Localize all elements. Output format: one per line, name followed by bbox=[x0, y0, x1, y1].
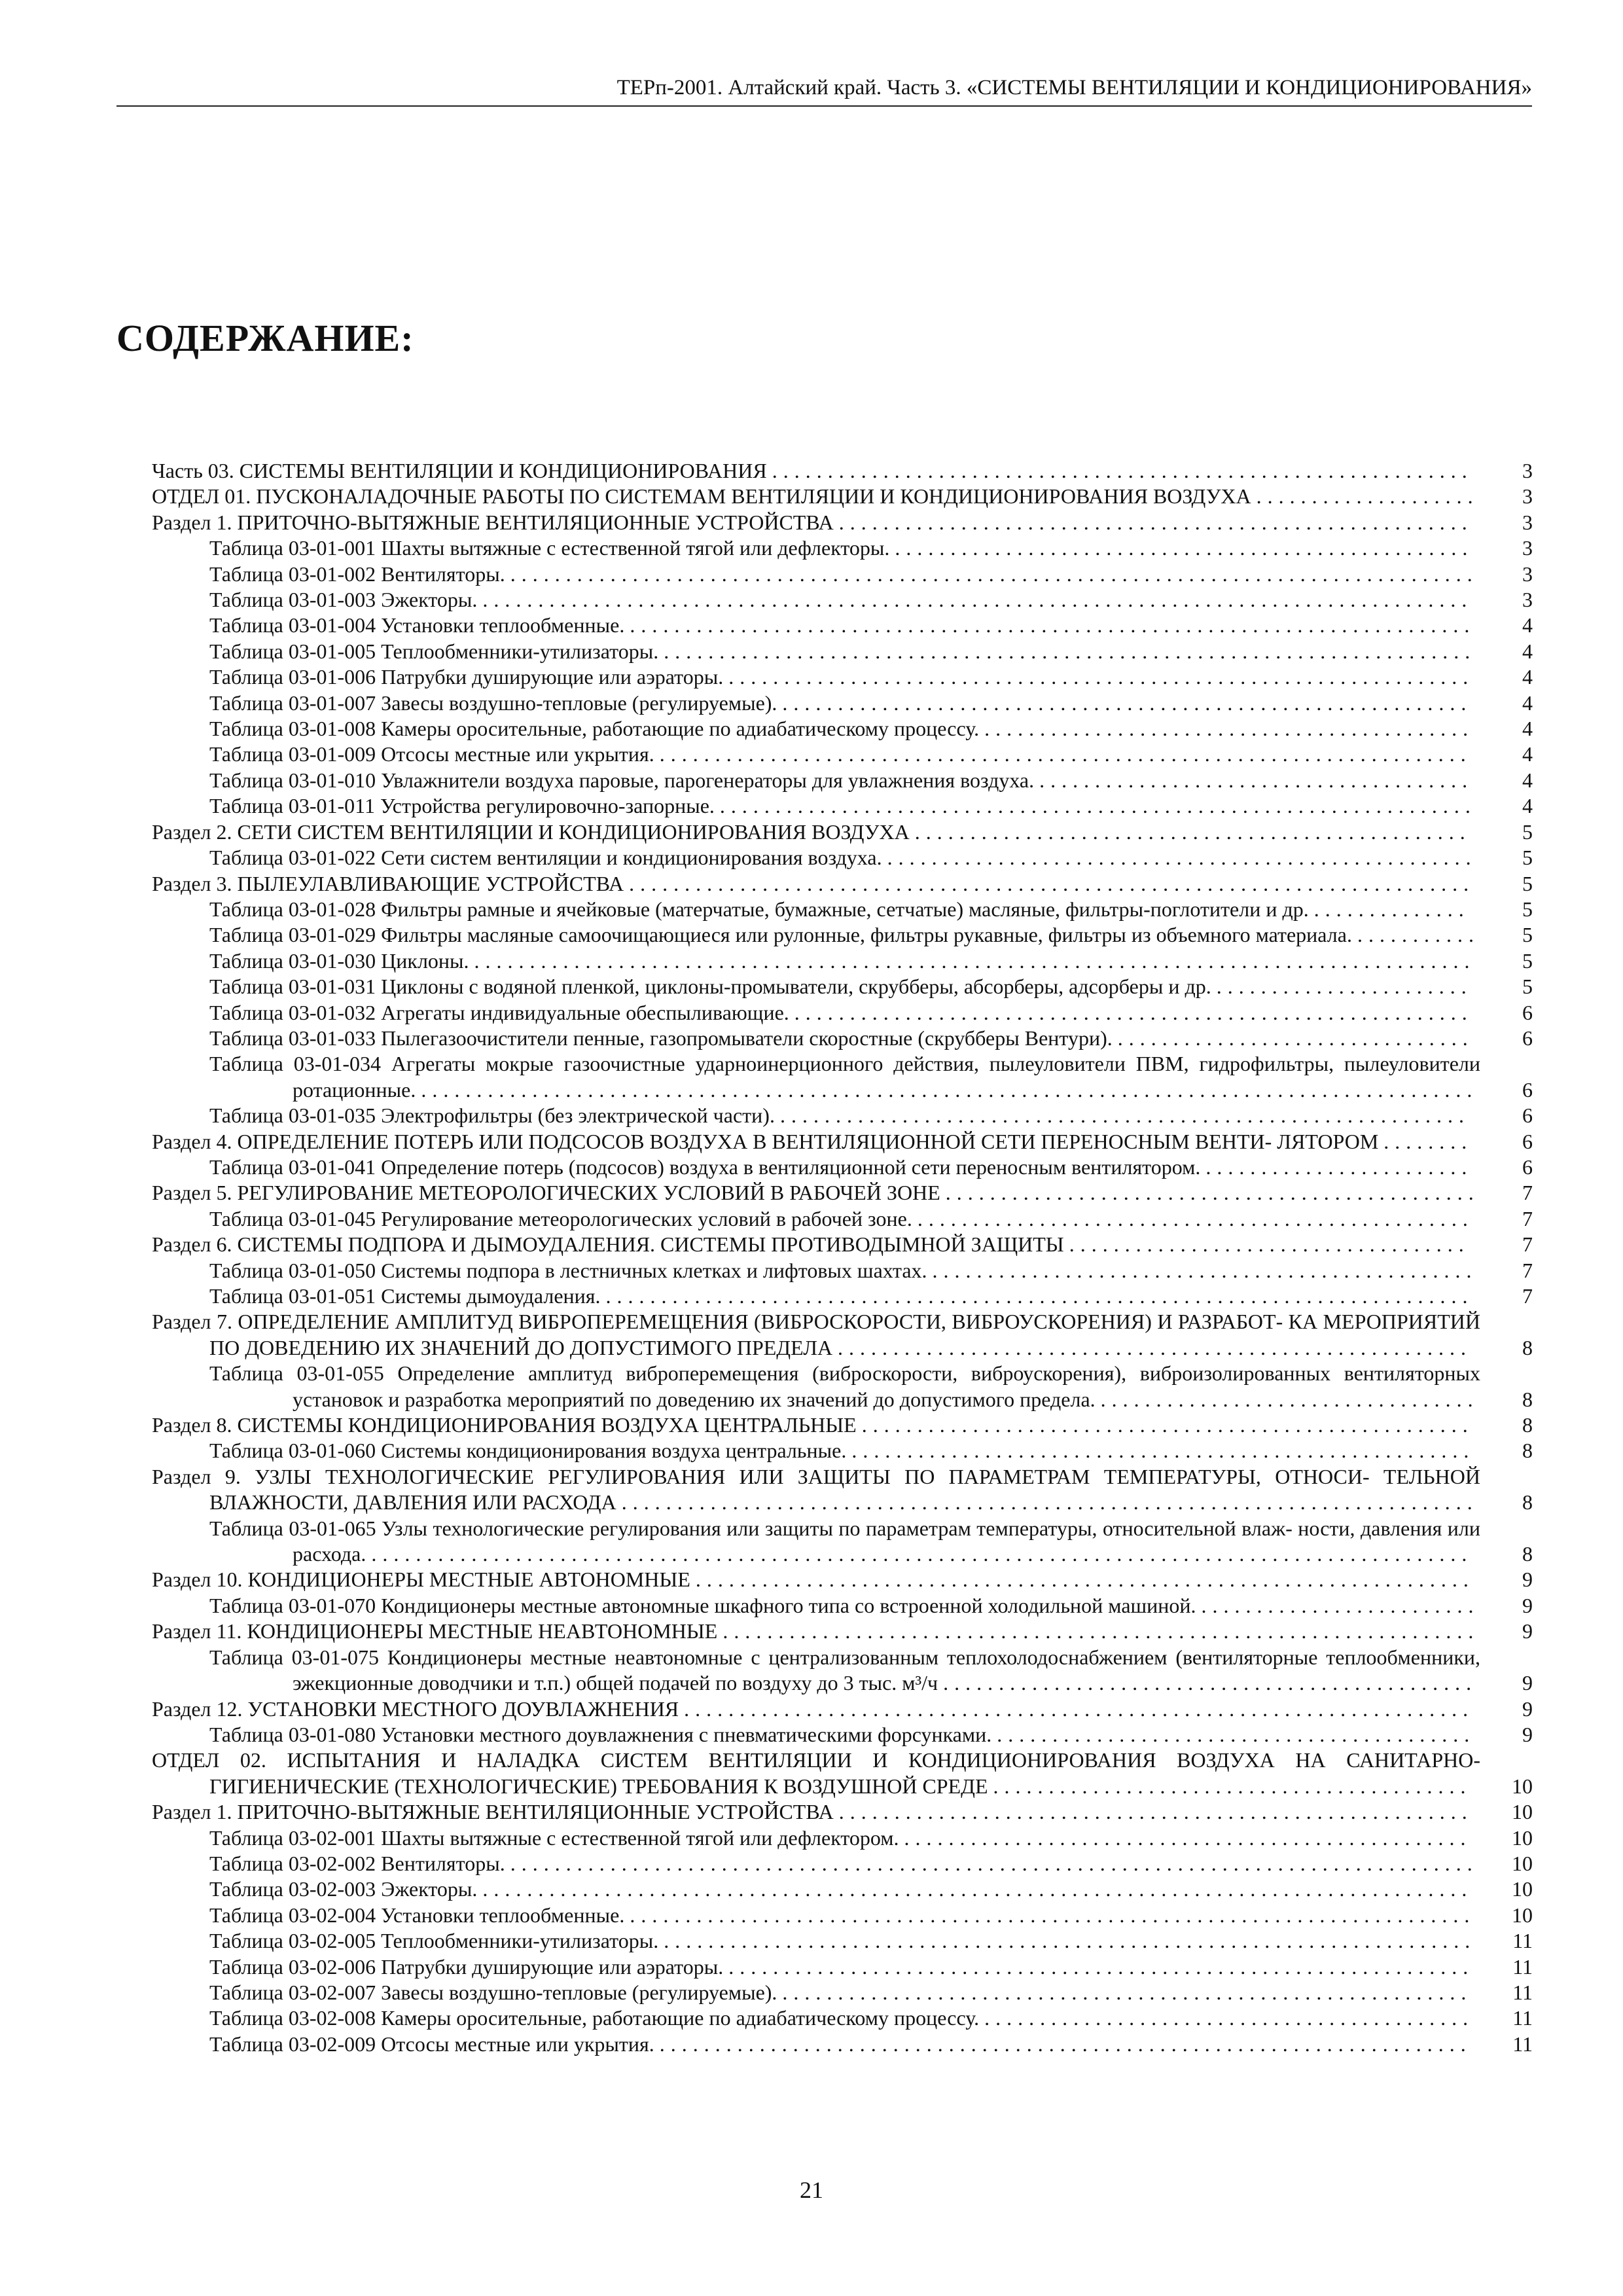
running-header: ТЕРп-2001. Алтайский край. Часть 3. «СИСТЕМЫ ВЕНТИЛЯЦИИ И КОНДИЦИОНИРОВАНИЯ» bbox=[616, 76, 1532, 99]
dot-leader: ....................................................................... bbox=[684, 1696, 1474, 1721]
dot-leader: ......................................................................................... bbox=[482, 1877, 1473, 1901]
toc-entry[interactable] bbox=[152, 1129, 1533, 1155]
toc-entry-text: Таблица 03-01-030 Циклоны. .......................................................................................... bbox=[209, 948, 1476, 973]
toc-entry[interactable] bbox=[152, 613, 1533, 638]
toc-entry-page: 11 bbox=[1512, 2006, 1533, 2030]
toc-entry[interactable] bbox=[152, 1103, 1533, 1128]
toc-entry-text: Таблица 03-02-008 Камеры оросительные, работающие по адиабатическому процессу. ............................................ bbox=[209, 2006, 1474, 2030]
dot-leader: (регулируемые). bbox=[632, 691, 783, 715]
toc-entry[interactable] bbox=[152, 1180, 1533, 1206]
toc-entry-page: 5 bbox=[1522, 819, 1533, 844]
toc-entry-text: Таблица 03-01-007 Завесы воздушно-тепловые (регулируемые). .............................................................. bbox=[209, 691, 1472, 715]
toc-entry-page: 11 bbox=[1512, 1954, 1533, 1979]
toc-entry-page: 4 bbox=[1522, 717, 1533, 741]
toc-entry-page: 10 bbox=[1512, 1877, 1533, 1901]
page-title: СОДЕРЖАНИЕ: bbox=[116, 317, 414, 359]
toc-entry-page: 8 bbox=[1522, 1335, 1533, 1359]
toc-entry-text: Раздел 4. ОПРЕДЕЛЕНИЕ ПОТЕРЬ ИЛИ ПОДСОСОВ ВОЗДУХА В ВЕНТИЛЯЦИОННОЙ СЕТИ ПЕРЕНОСНЫМ ВЕНТИ- ЛЯТОРОМ ........ bbox=[152, 1129, 1473, 1153]
toc-entry-text: Таблица 03-01-032 Агрегаты индивидуальные обеспыливающие. ............................................................. bbox=[209, 1000, 1473, 1024]
dot-leader: форсунками. bbox=[877, 1722, 997, 1746]
dot-leader: расхода. bbox=[293, 1542, 372, 1566]
dot-leader: ........................................... bbox=[997, 1722, 1476, 1746]
toc-entry[interactable] bbox=[152, 1722, 1533, 1748]
dot-leader: ............................................................. bbox=[794, 1000, 1473, 1024]
dot-leader: .......................................................................................... bbox=[474, 948, 1476, 973]
dot-leader: НЕАВТОНОМНЫЕ bbox=[538, 1619, 723, 1643]
dot-leader: предела. bbox=[1020, 1387, 1101, 1411]
toc-entry[interactable] bbox=[152, 819, 1533, 845]
dot-leader: ЗОНЕ bbox=[886, 1181, 946, 1205]
toc-entry-page: 3 bbox=[1522, 484, 1533, 509]
dot-leader: ....................................... bbox=[1039, 768, 1474, 792]
toc-entry-text: Таблица 03-01-008 Камеры оросительные, работающие по адиабатическому процессу. ............................................ bbox=[209, 717, 1474, 741]
dot-leader: центральные. bbox=[725, 1439, 852, 1463]
dot-leader: .................... bbox=[1256, 484, 1479, 509]
toc-entry-text: Таблица 03-01-010 Увлажнители воздуха паровые, парогенераторы для увлажнения воздуха. ....................................... bbox=[209, 768, 1474, 792]
dot-leader: Эжекторы. bbox=[381, 1877, 483, 1901]
toc-entry-text: Таблица 03-01-009 Отсосы местные или укрытия. ......................................................................... bbox=[209, 742, 1472, 766]
toc-entry[interactable] bbox=[152, 1412, 1533, 1438]
toc-entry-page: 4 bbox=[1522, 794, 1533, 818]
toc-entry-text: Раздел 1. ПРИТОЧНО-ВЫТЯЖНЫЕ ВЕНТИЛЯЦИОННЫЕ УСТРОЙСТВА ......................................................... bbox=[152, 510, 1473, 534]
toc-entry-page: 7 bbox=[1522, 1206, 1533, 1230]
dot-leader: дефлекторы. bbox=[777, 536, 895, 560]
toc-entry-text: Таблица 03-01-051 Системы дымоудаления. .............................................................................. bbox=[209, 1284, 1474, 1308]
toc-entry-page: 9 bbox=[1522, 1619, 1533, 1643]
dot-leader: ............................................................... bbox=[772, 459, 1473, 482]
dot-leader: ................................................ bbox=[945, 1181, 1480, 1205]
toc-entry-page: 6 bbox=[1522, 1026, 1533, 1050]
toc-entry[interactable] bbox=[152, 1206, 1533, 1232]
toc-entry[interactable] bbox=[152, 691, 1533, 716]
toc-entry[interactable] bbox=[152, 510, 1533, 535]
toc-entry-text: Таблица 03-01-028 Фильтры рамные и ячейковые (матерчатые, бумажные, сетчатые) масляные, фильтры-поглотители и др. .............. bbox=[209, 897, 1470, 921]
dot-leader: ......................................................... bbox=[838, 510, 1473, 534]
toc-entry[interactable] bbox=[152, 1361, 1533, 1412]
toc-entry-text: Таблица 03-01-004 Установки теплообменные. ............................................................................ bbox=[209, 613, 1476, 637]
dot-leader: Эжекторы. bbox=[381, 588, 483, 612]
toc-entry[interactable] bbox=[152, 1876, 1533, 1902]
dot-leader: ....................................................................................... bbox=[510, 1851, 1478, 1875]
toc-entry-text: Таблица 03-02-009 Отсосы местные или укрытия. ......................................................................... bbox=[209, 2032, 1472, 2056]
toc-entry-page: 6 bbox=[1522, 1129, 1533, 1153]
dot-leader: УСТРОЙСТВА bbox=[695, 1800, 839, 1824]
toc-entry-text: Раздел 8. СИСТЕМЫ КОНДИЦИОНИРОВАНИЯ ВОЗДУХА ЦЕНТРАЛЬНЫЕ ....................................................... bbox=[152, 1413, 1474, 1437]
toc-entry-text: Таблица 03-01-075 Кондиционеры местные неавтономные с централизованным теплохолодоснабжением (вентиляторные теплообменники, эжекционные доводчики и т.п.) общей подачей по воздуху до 3 тыс. м³/ч ................................................ bbox=[209, 1645, 1480, 1695]
dot-leader: ................................................. bbox=[932, 1258, 1478, 1282]
toc-entry-text: Раздел 9. УЗЛЫ ТЕХНОЛОГИЧЕСКИЕ РЕГУЛИРОВАНИЯ ИЛИ ЗАЩИТЫ ПО ПАРАМЕТРАМ ТЕМПЕРАТУРЫ, ОТНОСИ- ТЕЛЬНОЙ ВЛАЖНОСТИ, ДАВЛЕНИЯ ИЛИ РАСХОДА ............................................................................. bbox=[152, 1464, 1480, 1515]
toc-entry-page: 5 bbox=[1522, 948, 1533, 973]
toc-entry-page: 5 bbox=[1522, 846, 1533, 870]
toc-entry[interactable] bbox=[152, 484, 1533, 509]
toc-entry-text: Таблица 03-01-035 Электрофильтры (без электрической части). .............................................................. bbox=[209, 1103, 1470, 1128]
dot-leader: (регулируемые). bbox=[632, 1980, 783, 2004]
dot-leader: .............................................................................. bbox=[605, 1284, 1474, 1308]
toc-entry-page: 4 bbox=[1522, 639, 1533, 663]
dot-leader: .................................... bbox=[1069, 1232, 1470, 1257]
dot-leader: ....................... bbox=[1216, 975, 1472, 999]
toc-entry-page: 6 bbox=[1522, 1000, 1533, 1024]
toc-entry-page: 7 bbox=[1522, 1232, 1533, 1257]
dot-leader: дефлектором. bbox=[777, 1825, 904, 1850]
toc-entry[interactable] bbox=[152, 1593, 1533, 1619]
dot-leader: др. bbox=[1185, 975, 1217, 999]
toc-entry-text: Таблица 03-02-001 Шахты вытяжные с естественной тягой или дефлектором. ................................................... bbox=[209, 1825, 1472, 1850]
dot-leader: ........................................................ bbox=[851, 1439, 1475, 1463]
dot-leader: ..................................................... bbox=[887, 846, 1477, 870]
dot-leader: ЗАЩИТЫ bbox=[971, 1232, 1069, 1257]
toc-entry-text: Таблица 03-02-007 Завесы воздушно-тепловые (регулируемые). .............................................................. bbox=[209, 1980, 1472, 2004]
toc-entry[interactable] bbox=[152, 1851, 1533, 1876]
toc-entry-text: Таблица 03-01-045 Регулирование метеорологических условий в рабочей зоне. .................................................. bbox=[209, 1206, 1474, 1230]
toc-entry-text: Таблица 03-01-029 Фильтры масляные самоочищающиеся или рулонные, фильтры рукавные, фильтры из объемного материала. ........... bbox=[209, 923, 1480, 947]
toc-entry-text: Таблица 03-01-041 Определение потерь (подсосов) воздуха в вентиляционной сети переносным вентилятором. ........................ bbox=[209, 1155, 1473, 1179]
dot-leader: СРЕДЕ bbox=[922, 1774, 993, 1798]
toc-entry-text: Таблица 03-02-002 Вентиляторы. ....................................................................................... bbox=[209, 1851, 1478, 1875]
dot-leader: Циклоны. bbox=[381, 948, 474, 973]
toc-entry-text: Таблица 03-01-060 Системы кондиционирования воздуха центральные. ........................................................ bbox=[209, 1439, 1475, 1463]
dot-leader: ВОЗДУХА bbox=[1152, 484, 1257, 509]
dot-leader: вентилятором. bbox=[1071, 1155, 1206, 1179]
toc-entry-page: 6 bbox=[1522, 1155, 1533, 1179]
toc-entry-text: Таблица 03-01-003 Эжекторы. ......................................................................................... bbox=[209, 588, 1473, 612]
toc-entry-text: Часть 03. СИСТЕМЫ ВЕНТИЛЯЦИИ И КОНДИЦИОНИРОВАНИЯ ............................................................... bbox=[152, 459, 1473, 482]
toc-entry[interactable] bbox=[152, 768, 1533, 793]
toc-entry[interactable] bbox=[152, 639, 1533, 664]
toc-entry-page: 8 bbox=[1522, 1490, 1533, 1515]
toc-entry[interactable] bbox=[152, 1980, 1533, 2005]
toc-entry-page: 6 bbox=[1522, 1103, 1533, 1128]
toc-entry-page: 5 bbox=[1522, 923, 1533, 947]
toc-entry-text: Раздел 6. СИСТЕМЫ ПОДПОРА И ДЫМОУДАЛЕНИЯ. СИСТЕМЫ ПРОТИВОДЫМНОЙ ЗАЩИТЫ .................................... bbox=[152, 1232, 1470, 1257]
dot-leader: аэраторы. bbox=[636, 665, 729, 689]
dot-leader: ............................................................................ bbox=[630, 1903, 1476, 1927]
dot-leader: .................................................. bbox=[914, 819, 1471, 844]
dot-leader: ........................ bbox=[1205, 1155, 1473, 1179]
dot-leader: машиной. bbox=[1108, 1593, 1202, 1617]
toc-entry-page: 8 bbox=[1522, 1387, 1533, 1411]
dot-leader: Вентиляторы. bbox=[381, 562, 510, 586]
dot-leader: аэраторы. bbox=[636, 1954, 729, 1979]
dot-leader: .................................................................... bbox=[722, 1619, 1480, 1643]
dot-leader: м³/ч bbox=[902, 1671, 944, 1695]
toc-entry-page: 9 bbox=[1522, 1671, 1533, 1695]
toc-entry-text: Таблица 03-01-033 Пылегазоочистители пенные, газопромыватели скоростные (скрубберы Вентури). ................................ bbox=[209, 1026, 1474, 1050]
toc-entry-page: 9 bbox=[1522, 1696, 1533, 1721]
dot-leader: воздуха. bbox=[960, 768, 1040, 792]
toc-entry[interactable] bbox=[152, 871, 1533, 897]
toc-entry-page: 4 bbox=[1522, 768, 1533, 792]
toc-entry-text: Таблица 03-01-005 Теплообменники-утилизаторы. ......................................................................... bbox=[209, 639, 1476, 663]
dot-leader: .................................. bbox=[1100, 1387, 1479, 1411]
toc-entry-page: 8 bbox=[1522, 1439, 1533, 1463]
toc-entry-text: Таблица 03-01-065 Узлы технологические регулирования или защиты по параметрам температуры, относительной влаж- ности, давления или расхода. ................................................................................................... bbox=[209, 1516, 1480, 1566]
dot-leader: теплообменные. bbox=[479, 613, 630, 637]
dot-leader: ПРЕДЕЛА bbox=[736, 1335, 838, 1359]
dot-leader: Теплообменники-утилизаторы. bbox=[381, 639, 664, 663]
toc-entry-page: 7 bbox=[1522, 1181, 1533, 1205]
toc-entry-text: Раздел 10. КОНДИЦИОНЕРЫ МЕСТНЫЕ АВТОНОМНЫЕ ...................................................................... bbox=[152, 1568, 1474, 1592]
toc-entry-text: ОТДЕЛ 02. ИСПЫТАНИЯ И НАЛАДКА СИСТЕМ ВЕНТИЛЯЦИИ И КОНДИЦИОНИРОВАНИЯ ВОЗДУХА НА САНИТАРНО-ГИГИЕНИЧЕСКИЕ (ТЕХНОЛОГИЧЕСКИЕ) ТРЕБОВАНИЯ К ВОЗДУШНОЙ СРЕДЕ ........................................... bbox=[152, 1748, 1480, 1798]
dot-leader: укрытия. bbox=[573, 2032, 660, 2056]
toc-entry-text: Таблица 03-01-031 Циклоны с водяной пленкой, циклоны-промыватели, скрубберы, абсорберы, адсорберы и др. ....................... bbox=[209, 975, 1472, 999]
toc-entry-page: 9 bbox=[1522, 1593, 1533, 1617]
toc-entry-page: 10 bbox=[1512, 1903, 1533, 1927]
dot-leader: теплообменные. bbox=[479, 1903, 630, 1927]
toc-entry-page: 10 bbox=[1512, 1825, 1533, 1850]
toc-entry-page: 5 bbox=[1522, 975, 1533, 999]
toc-entry[interactable] bbox=[152, 716, 1533, 742]
dot-leader: ................................................... bbox=[904, 1825, 1472, 1850]
toc-entry-page: 5 bbox=[1522, 897, 1533, 921]
dot-leader: ......................................................................................... bbox=[482, 588, 1473, 612]
toc-entry[interactable] bbox=[152, 664, 1533, 690]
toc-entry[interactable] bbox=[152, 2005, 1533, 2031]
toc-entry-page: 5 bbox=[1522, 871, 1533, 895]
dot-leader: материала. bbox=[1255, 923, 1357, 947]
toc-entry[interactable] bbox=[152, 1799, 1533, 1825]
dot-leader: ............................................................................ bbox=[629, 871, 1475, 895]
toc-entry[interactable] bbox=[152, 587, 1533, 613]
toc-entry[interactable] bbox=[152, 1258, 1533, 1283]
dot-leader: ................................................ bbox=[943, 1671, 1478, 1695]
toc-entry[interactable] bbox=[152, 1825, 1533, 1851]
toc-entry[interactable] bbox=[152, 1516, 1533, 1568]
toc-entry[interactable] bbox=[152, 1928, 1533, 1954]
dot-leader: ....................................................... bbox=[861, 1413, 1474, 1437]
dot-leader: ......................................................................... bbox=[664, 1929, 1476, 1953]
toc-entry-text: Раздел 11. КОНДИЦИОНЕРЫ МЕСТНЫЕ НЕАВТОНОМНЫЕ .................................................................... bbox=[152, 1619, 1480, 1643]
dot-leader: ........ bbox=[1383, 1129, 1473, 1153]
dot-leader: ........................................... bbox=[993, 1774, 1472, 1798]
toc-entry-text: Раздел 5. РЕГУЛИРОВАНИЕ МЕТЕОРОЛОГИЧЕСКИХ УСЛОВИЙ В РАБОЧЕЙ ЗОНЕ ................................................ bbox=[152, 1181, 1480, 1205]
toc-entry-page: 11 bbox=[1512, 1980, 1533, 2004]
toc-entry-text: Таблица 03-02-006 Патрубки душирующие или аэраторы. ................................................................... bbox=[209, 1954, 1474, 1979]
toc-entry-text: Таблица 03-01-034 Агрегаты мокрые газоочистные ударноинерционного действия, пылеуловители ПВМ, гидрофильтры, пылеуловители ротационные. ............................................................................................... bbox=[209, 1052, 1480, 1102]
dot-leader: ............................................ bbox=[984, 2006, 1474, 2030]
toc-entry-text: Таблица 03-01-006 Патрубки душирующие или аэраторы. ................................................................... bbox=[209, 665, 1474, 689]
toc-entry-page: 4 bbox=[1522, 665, 1533, 689]
toc-entry-text: Раздел 3. ПЫЛЕУЛАВЛИВАЮЩИЕ УСТРОЙСТВА ............................................................................ bbox=[152, 871, 1475, 895]
toc-entry[interactable] bbox=[152, 974, 1533, 999]
toc-entry-page: 11 bbox=[1512, 2032, 1533, 2056]
header-rule bbox=[116, 105, 1532, 107]
dot-leader: др. bbox=[1282, 897, 1314, 921]
toc-entry[interactable] bbox=[152, 1696, 1533, 1722]
dot-leader: .............................................................. bbox=[782, 1980, 1472, 2004]
dot-leader: ............................................................................................... bbox=[421, 1077, 1478, 1102]
toc-entry-text: Таблица 03-01-011 Устройства регулировочно-запорные. .................................................................... bbox=[209, 794, 1476, 818]
dot-leader: ...................................................................... bbox=[695, 1568, 1474, 1592]
dot-leader: ........... bbox=[1357, 923, 1480, 947]
toc-entry-page: 4 bbox=[1522, 613, 1533, 637]
toc-entry-page: 8 bbox=[1522, 1413, 1533, 1437]
dot-leader: Вентиляторы. bbox=[381, 1851, 510, 1875]
toc-entry[interactable] bbox=[152, 793, 1533, 819]
toc-entry[interactable] bbox=[152, 1283, 1533, 1309]
toc-entry[interactable] bbox=[152, 1438, 1533, 1463]
dot-leader: УСТРОЙСТВА bbox=[485, 871, 630, 895]
toc-entry[interactable] bbox=[152, 742, 1533, 767]
dot-leader: .............................................................. bbox=[779, 1103, 1470, 1128]
toc-entry-page: 11 bbox=[1512, 1929, 1533, 1953]
dot-leader: Вентури). bbox=[1024, 1026, 1118, 1050]
toc-entry-page: 3 bbox=[1522, 562, 1533, 586]
dot-leader: ЦЕНТРАЛЬНЫЕ bbox=[704, 1413, 862, 1437]
dot-leader: ....................................................................................... bbox=[510, 562, 1478, 586]
toc-entry-page: 9 bbox=[1522, 1568, 1533, 1592]
dot-leader: дымоудаления. bbox=[466, 1284, 606, 1308]
toc-entry-page: 3 bbox=[1522, 459, 1533, 482]
toc-entry-text: Таблица 03-02-004 Установки теплообменные. ............................................................................ bbox=[209, 1903, 1476, 1927]
dot-leader: .................................................... bbox=[895, 536, 1474, 560]
toc-entry[interactable] bbox=[152, 1645, 1533, 1696]
toc-entry[interactable] bbox=[152, 1954, 1533, 1980]
toc-entry-page: 9 bbox=[1522, 1722, 1533, 1746]
table-of-contents bbox=[152, 458, 1533, 2057]
dot-leader: УСТРОЙСТВА bbox=[695, 510, 839, 534]
toc-entry[interactable] bbox=[152, 1309, 1533, 1361]
toc-entry-text: Таблица 03-01-050 Системы подпора в лестничных клетках и лифтовых шахтах. ................................................. bbox=[209, 1258, 1478, 1282]
dot-leader: части). bbox=[713, 1103, 780, 1128]
dot-leader: ................................ bbox=[1117, 1026, 1474, 1050]
dot-leader: ЛЯТОРОМ bbox=[1277, 1129, 1384, 1153]
toc-entry-page: 10 bbox=[1512, 1774, 1533, 1798]
dot-leader: ДОУВЛАЖНЕНИЯ bbox=[502, 1696, 685, 1721]
toc-entry-page: 3 bbox=[1522, 510, 1533, 534]
toc-entry[interactable] bbox=[152, 2032, 1533, 2057]
dot-leader: процессу. bbox=[894, 2006, 985, 2030]
toc-entry-text: ОТДЕЛ 01. ПУСКОНАЛАДОЧНЫЕ РАБОТЫ ПО СИСТЕМАМ ВЕНТИЛЯЦИИ И КОНДИЦИОНИРОВАНИЯ ВОЗДУХА .................... bbox=[152, 484, 1479, 509]
toc-entry-page: 7 bbox=[1522, 1258, 1533, 1282]
toc-entry[interactable] bbox=[152, 1000, 1533, 1026]
toc-entry-text: Раздел 1. ПРИТОЧНО-ВЫТЯЖНЫЕ ВЕНТИЛЯЦИОННЫЕ УСТРОЙСТВА ......................................................... bbox=[152, 1800, 1473, 1824]
dot-leader: ......................................................... bbox=[838, 1800, 1473, 1824]
dot-leader: ......................................................................... bbox=[659, 2032, 1472, 2056]
toc-entry-page: 4 bbox=[1522, 742, 1533, 766]
dot-leader: регулировочно-запорные. bbox=[486, 794, 720, 818]
dot-leader: ......................................................................... bbox=[659, 742, 1472, 766]
toc-entry-text: Таблица 03-01-022 Сети систем вентиляции и кондиционирования воздуха. ..................................................... bbox=[209, 846, 1477, 870]
toc-entry[interactable] bbox=[152, 1155, 1533, 1180]
toc-entry[interactable] bbox=[152, 1903, 1533, 1928]
dot-leader: ............................................................................. bbox=[621, 1490, 1478, 1515]
toc-entry-page: 3 bbox=[1522, 588, 1533, 612]
dot-leader: АВТОНОМНЫЕ bbox=[539, 1568, 696, 1592]
toc-entry[interactable] bbox=[152, 948, 1533, 974]
dot-leader: .............. bbox=[1313, 897, 1470, 921]
dot-leader: .............................................................. bbox=[782, 691, 1472, 715]
dot-leader: Теплообменники-утилизаторы. bbox=[381, 1929, 664, 1953]
dot-leader: ......................... bbox=[1201, 1593, 1480, 1617]
dot-leader: ............................................................................ bbox=[630, 613, 1476, 637]
toc-entry-text: Таблица 03-02-005 Теплообменники-утилизаторы. ......................................................................... bbox=[209, 1929, 1476, 1953]
toc-entry-text: Раздел 12. УСТАНОВКИ МЕСТНОГО ДОУВЛАЖНЕНИЯ ....................................................................... bbox=[152, 1696, 1474, 1721]
toc-entry-page: 10 bbox=[1512, 1851, 1533, 1875]
dot-leader: процессу. bbox=[894, 717, 985, 741]
toc-entry[interactable] bbox=[152, 845, 1533, 870]
dot-leader: шахтах. bbox=[857, 1258, 933, 1282]
dot-leader: зоне. bbox=[868, 1206, 918, 1230]
toc-entry[interactable] bbox=[152, 1464, 1533, 1516]
toc-entry-text: Таблица 03-01-080 Установки местного доувлажнения с пневматическими форсунками. ........................................... bbox=[209, 1722, 1476, 1746]
toc-entry[interactable] bbox=[152, 1748, 1533, 1799]
toc-entry[interactable] bbox=[152, 1567, 1533, 1592]
dot-leader: ................................................................... bbox=[728, 1954, 1474, 1979]
toc-entry[interactable] bbox=[152, 1232, 1533, 1257]
toc-entry[interactable] bbox=[152, 922, 1533, 948]
toc-entry-page: 7 bbox=[1522, 1284, 1533, 1308]
toc-entry-text: Таблица 03-01-001 Шахты вытяжные с естественной тягой или дефлекторы. .................................................... bbox=[209, 536, 1474, 560]
dot-leader: ................................................................................................... bbox=[371, 1542, 1473, 1566]
toc-entry[interactable] bbox=[152, 1026, 1533, 1051]
toc-entry-text: Раздел 2. СЕТИ СИСТЕМ ВЕНТИЛЯЦИИ И КОНДИЦИОНИРОВАНИЯ ВОЗДУХА .................................................. bbox=[152, 819, 1471, 844]
dot-leader: .................................................. bbox=[917, 1206, 1474, 1230]
toc-entry-page: 8 bbox=[1522, 1542, 1533, 1566]
dot-leader: укрытия. bbox=[573, 742, 660, 766]
dot-leader: ................................................................... bbox=[728, 665, 1474, 689]
page-number: 21 bbox=[800, 2177, 823, 2203]
toc-entry[interactable] bbox=[152, 1619, 1533, 1644]
dot-leader: КОНДИЦИОНИРОВАНИЯ bbox=[519, 459, 772, 482]
dot-leader: ............................................ bbox=[984, 717, 1474, 741]
toc-entry-page: 3 bbox=[1522, 536, 1533, 560]
dot-leader: .................................................................... bbox=[719, 794, 1476, 818]
dot-leader: ......................................................................... bbox=[664, 639, 1476, 663]
toc-entry-text: Таблица 03-01-002 Вентиляторы. ....................................................................................... bbox=[209, 562, 1478, 586]
toc-entry-text: Раздел 7. ОПРЕДЕЛЕНИЕ АМПЛИТУД ВИБРОПЕРЕМЕЩЕНИЯ (ВИБРОСКОРОСТИ, ВИБРОУСКОРЕНИЯ) И РАЗРАБОТ- КА МЕРОПРИЯТИЙ ПО ДОВЕДЕНИЮ ИХ ЗНАЧЕНИЙ ДО ДОПУСТИМОГО ПРЕДЕЛА ......................................................... bbox=[152, 1310, 1480, 1359]
toc-entry[interactable] bbox=[152, 1051, 1533, 1103]
dot-leader: ......................................................... bbox=[838, 1335, 1472, 1359]
toc-entry-page: 10 bbox=[1512, 1800, 1533, 1824]
toc-entry[interactable] bbox=[152, 897, 1533, 922]
toc-entry-page: 6 bbox=[1522, 1077, 1533, 1102]
toc-entry-text: Таблица 03-01-070 Кондиционеры местные автономные шкафного типа со встроенной холодильной машиной. ......................... bbox=[209, 1593, 1480, 1617]
toc-entry[interactable] bbox=[152, 458, 1533, 484]
toc-entry-text: Таблица 03-02-003 Эжекторы. ......................................................................................... bbox=[209, 1877, 1473, 1901]
dot-leader: воздуха. bbox=[808, 846, 887, 870]
toc-entry[interactable] bbox=[152, 535, 1533, 561]
dot-leader: ротационные. bbox=[293, 1077, 421, 1102]
toc-entry-page: 4 bbox=[1522, 691, 1533, 715]
dot-leader: ВОЗДУХА bbox=[812, 819, 915, 844]
dot-leader: РАСХОДА bbox=[522, 1490, 622, 1515]
dot-leader: обеспыливающие. bbox=[626, 1000, 794, 1024]
toc-entry[interactable] bbox=[152, 562, 1533, 587]
toc-entry-text: Таблица 03-01-055 Определение амплитуд виброперемещения (виброскорости, виброускорения), виброизолированных вентиляторных установок и разработка мероприятий по доведению их значений до допустимого предела. .................................. bbox=[209, 1361, 1480, 1411]
